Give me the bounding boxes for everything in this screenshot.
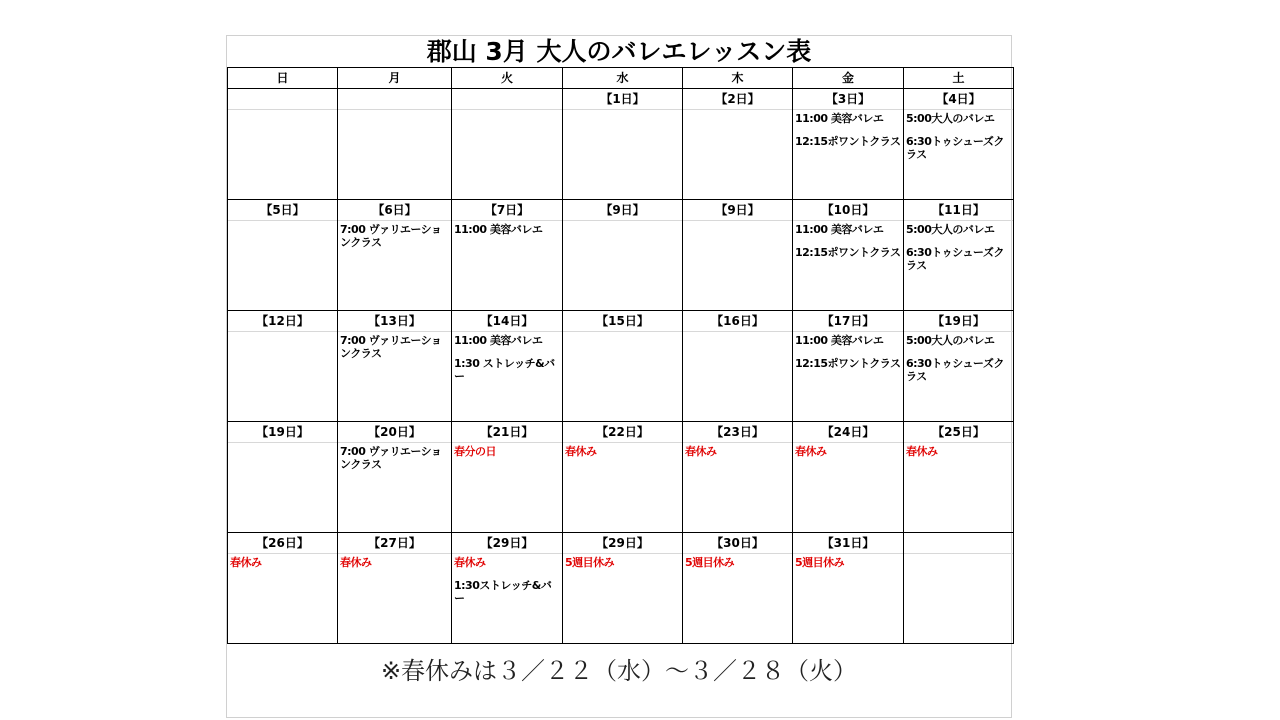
day-cell	[563, 422, 683, 533]
day-events	[563, 221, 682, 308]
day-cell	[563, 200, 683, 311]
lesson-entry: 11:00 美容バレエ	[454, 334, 543, 347]
day-events	[452, 110, 562, 197]
lesson-entry: 11:00 美容バレエ	[454, 223, 543, 236]
day-events	[793, 556, 903, 643]
day-cell	[683, 311, 793, 422]
holiday-label: 春休み	[340, 556, 372, 569]
day-events	[793, 223, 903, 310]
day-number: 【29日】	[563, 533, 682, 554]
day-cell	[338, 89, 452, 200]
holiday-label: 春分の日	[454, 445, 496, 458]
lesson-entry: 6:30トゥシューズクラス	[906, 246, 1004, 272]
day-number: 【9日】	[683, 200, 792, 221]
calendar-grid	[227, 67, 1014, 644]
day-cell	[904, 422, 1014, 533]
day-cell	[904, 89, 1014, 200]
holiday-label: 春休み	[454, 556, 486, 569]
day-events	[683, 332, 792, 419]
day-events	[228, 332, 337, 419]
day-number: 【7日】	[452, 200, 562, 221]
day-events	[228, 221, 337, 308]
holiday-label: 春休み	[685, 445, 717, 458]
day-number: 【15日】	[563, 311, 682, 332]
weekday-mon: 月	[338, 68, 452, 89]
lesson-entry: 12:15ポワントクラス	[795, 135, 901, 148]
day-number: 【26日】	[228, 533, 337, 554]
lesson-entry: 5:00大人のバレエ	[906, 112, 995, 125]
weekday-header-row	[228, 68, 1014, 89]
day-cell	[904, 311, 1014, 422]
day-cell	[904, 200, 1014, 311]
day-cell	[228, 311, 338, 422]
day-events	[452, 445, 562, 532]
weekday-thu: 木	[683, 68, 793, 89]
day-events	[683, 221, 792, 308]
day-number: 【9日】	[563, 200, 682, 221]
day-number: 【22日】	[563, 422, 682, 443]
day-events	[683, 556, 792, 643]
day-events	[228, 556, 337, 643]
day-cell	[563, 89, 683, 200]
weekday-fri: 金	[793, 68, 904, 89]
day-cell	[683, 533, 793, 644]
day-number	[338, 89, 451, 110]
day-number: 【20日】	[338, 422, 451, 443]
day-events	[228, 110, 337, 197]
lesson-entry: 11:00 美容バレエ	[795, 112, 884, 125]
weekday-sat: 土	[904, 68, 1014, 89]
lesson-entry: 6:30トゥシューズクラス	[906, 357, 1004, 383]
schedule-sheet	[226, 35, 1012, 718]
day-events	[904, 445, 1013, 532]
week-row	[228, 422, 1014, 533]
weekday-sun: 日	[228, 68, 338, 89]
day-number: 【5日】	[228, 200, 337, 221]
calendar-weeks	[228, 89, 1014, 644]
day-number: 【2日】	[683, 89, 792, 110]
lesson-entry: 7:00 ヴァリエーションクラス	[340, 334, 442, 360]
day-number: 【6日】	[338, 200, 451, 221]
day-cell	[228, 533, 338, 644]
day-number: 【19日】	[904, 311, 1013, 332]
day-number: 【27日】	[338, 533, 451, 554]
day-number: 【29日】	[452, 533, 562, 554]
day-events	[793, 445, 903, 532]
day-number: 【1日】	[563, 89, 682, 110]
day-events	[563, 556, 682, 643]
day-cell	[338, 311, 452, 422]
day-number: 【12日】	[228, 311, 337, 332]
weekday-tue: 火	[452, 68, 563, 89]
day-events	[338, 334, 451, 421]
lesson-entry: 7:00 ヴァリエーションクラス	[340, 445, 442, 471]
day-events	[904, 334, 1013, 421]
day-cell	[338, 200, 452, 311]
day-events	[563, 445, 682, 532]
day-number: 【17日】	[793, 311, 903, 332]
day-number: 【11日】	[904, 200, 1013, 221]
day-number: 【21日】	[452, 422, 562, 443]
holiday-label: 春休み	[565, 445, 597, 458]
day-events	[904, 554, 1013, 641]
day-cell	[228, 200, 338, 311]
week-row	[228, 311, 1014, 422]
day-cell	[683, 422, 793, 533]
day-cell	[338, 533, 452, 644]
day-events	[452, 223, 562, 310]
day-events	[338, 110, 451, 197]
day-events	[793, 334, 903, 421]
day-number: 【13日】	[338, 311, 451, 332]
day-cell	[683, 89, 793, 200]
day-number: 【4日】	[904, 89, 1013, 110]
page-title: 郡山 3月 大人のバレエレッスン表	[426, 37, 812, 66]
day-cell	[563, 533, 683, 644]
day-events	[228, 443, 337, 530]
day-cell	[452, 311, 563, 422]
week-row	[228, 200, 1014, 311]
day-events	[338, 445, 451, 532]
day-cell	[793, 422, 904, 533]
day-number	[904, 533, 1013, 554]
day-number: 【19日】	[228, 422, 337, 443]
day-cell	[452, 422, 563, 533]
day-number: 【3日】	[793, 89, 903, 110]
day-events	[793, 112, 903, 199]
holiday-label: 5週目休み	[565, 556, 615, 569]
day-cell	[793, 311, 904, 422]
holiday-label: 春休み	[906, 445, 938, 458]
day-number: 【23日】	[683, 422, 792, 443]
day-number	[228, 89, 337, 110]
week-row	[228, 533, 1014, 644]
lesson-entry: 7:00 ヴァリエーションクラス	[340, 223, 442, 249]
spring-break-note: ※春休みは３／２２（水）～３／２８（火）	[380, 657, 858, 685]
day-cell	[452, 89, 563, 200]
day-number: 【25日】	[904, 422, 1013, 443]
holiday-label: 5週目休み	[685, 556, 735, 569]
lesson-entry: 6:30トゥシューズクラス	[906, 135, 1004, 161]
day-number: 【31日】	[793, 533, 903, 554]
lesson-entry: 12:15ポワントクラス	[795, 357, 901, 370]
lesson-entry: 5:00大人のバレエ	[906, 334, 995, 347]
weekday-wed: 水	[563, 68, 683, 89]
lesson-entry: 11:00 美容バレエ	[795, 223, 884, 236]
day-cell	[683, 200, 793, 311]
day-cell	[904, 533, 1014, 644]
day-number: 【14日】	[452, 311, 562, 332]
lesson-entry: 12:15ポワントクラス	[795, 246, 901, 259]
day-number: 【10日】	[793, 200, 903, 221]
lesson-entry: 1:30 ストレッチ&バー	[454, 357, 555, 383]
day-number: 【30日】	[683, 533, 792, 554]
day-events	[452, 556, 562, 643]
lesson-entry: 5:00大人のバレエ	[906, 223, 995, 236]
holiday-label: 春休み	[795, 445, 827, 458]
day-cell	[228, 422, 338, 533]
holiday-label: 5週目休み	[795, 556, 845, 569]
day-number: 【24日】	[793, 422, 903, 443]
day-cell	[452, 533, 563, 644]
day-cell	[793, 89, 904, 200]
lesson-entry: 1:30ストレッチ&バー	[454, 579, 552, 605]
day-events	[904, 112, 1013, 199]
day-cell	[563, 311, 683, 422]
day-cell	[452, 200, 563, 311]
day-cell	[228, 89, 338, 200]
day-events	[338, 556, 451, 643]
day-events	[338, 223, 451, 310]
lesson-entry: 11:00 美容バレエ	[795, 334, 884, 347]
day-events	[683, 445, 792, 532]
day-events	[563, 110, 682, 197]
week-row	[228, 89, 1014, 200]
day-events	[683, 110, 792, 197]
day-number	[452, 89, 562, 110]
day-events	[452, 334, 562, 421]
day-events	[563, 332, 682, 419]
day-cell	[793, 533, 904, 644]
day-cell	[793, 200, 904, 311]
day-cell	[338, 422, 452, 533]
day-number: 【16日】	[683, 311, 792, 332]
holiday-label: 春休み	[230, 556, 262, 569]
day-events	[904, 223, 1013, 310]
